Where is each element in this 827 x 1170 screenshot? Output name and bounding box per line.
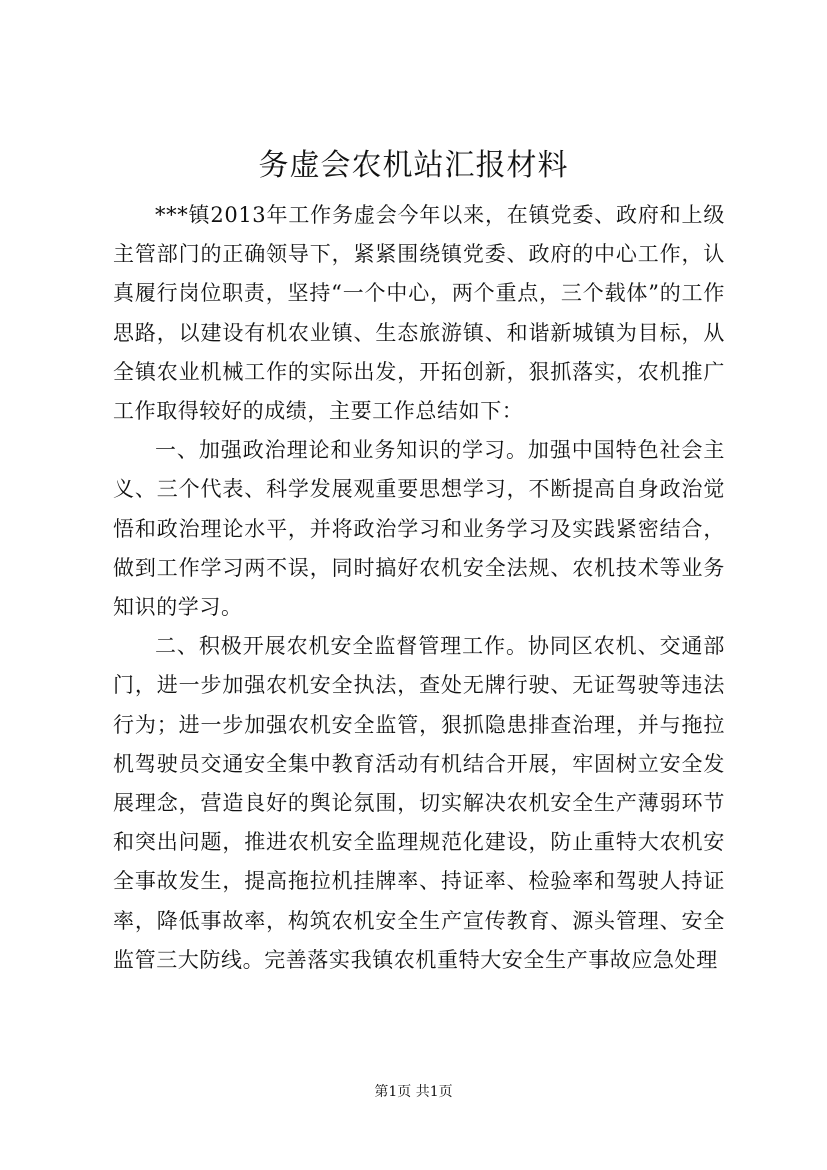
paragraph-section-1: 一、加强政治理论和业务知识的学习。加强中国特色社会主义、三个代表、科学发展观重要思想学习，不断提高自身政治觉悟和政治理论水平，并将政治学习和业务学习及实践紧密结合，做到工作学习两不误，同时搞好农机安全法规、农机技术等业务知识的学习。 — [113, 438, 725, 620]
paragraph-section-2: 二、积极开展农机安全监督管理工作。协同区农机、交通部门，进一步加强农机安全执法，查处无牌行驶、无证驾驶等违法行为；进一步加强农机安全监管，狠抓隐患排查治理，并与拖拉机驾驶员交通安全集中教育活动有机结合开展，牢固树立安全发展理念，营造良好的舆论氛围，切实解决农机安全生产薄弱环节和突出问题，推进农机安全监理规范化建设，防止重特大农机安全事故发生，提高拖拉机挂牌率、持证率、检验率和驾驶人持证率，降低事故率，构筑农机安全生产宣传教育、源头管理、安全监管三大防线。完善落实我镇农机重特大安全生产事故应急处理 — [113, 634, 725, 972]
document-title: 务虚会农机站汇报材料 — [258, 148, 569, 183]
document-body — [113, 196, 725, 980]
page-footer: 第1页 共1页 — [374, 1084, 453, 1100]
paragraph-intro: ***镇2013年工作务虚会今年以来，在镇党委、政府和上级主管部门的正确领导下，紧紧围绕镇党委、政府的中心工作，认真履行岗位职责，坚持“一个中心，两个重点，三个载体”的工作思路，以建设有机农业镇、生态旅游镇、和谐新城镇为目标，从全镇农业机械工作的实际出发，开拓创新，狠抓落实，农机推广工作取得较好的成绩，主要工作总结如下： — [113, 203, 725, 424]
